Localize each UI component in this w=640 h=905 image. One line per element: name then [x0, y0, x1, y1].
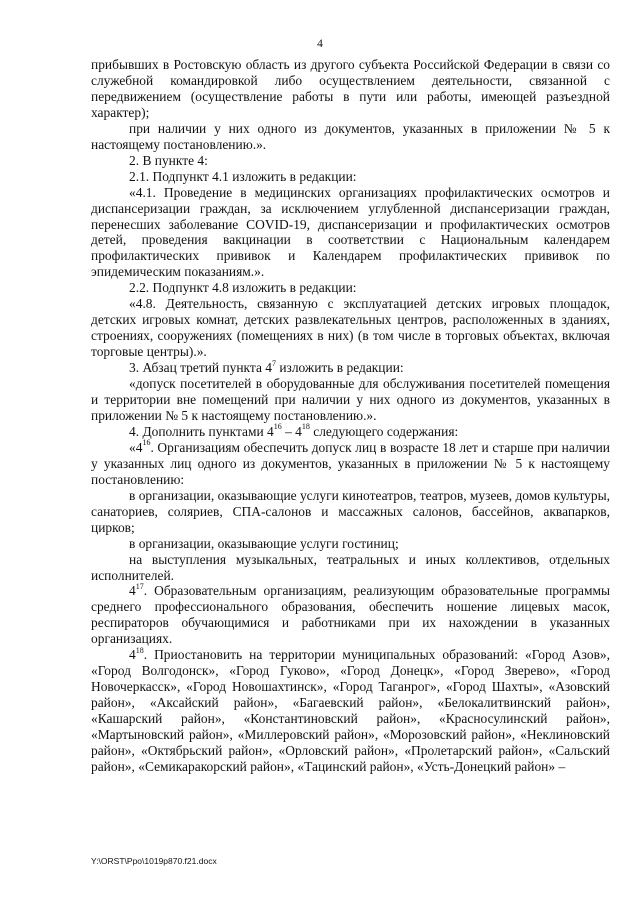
- paragraph: [91, 647, 610, 775]
- text-run: 4: [129, 583, 136, 599]
- text-run: «4: [129, 439, 143, 455]
- superscript: 7: [271, 358, 276, 368]
- text-run: 2. В пункте 4:: [129, 152, 208, 168]
- superscript: 18: [135, 645, 144, 655]
- text-run: 4. Дополнить пунктами 4: [129, 423, 274, 439]
- text-run: в организации, оказывающие услуги гостиниц;: [129, 535, 399, 551]
- paragraph: [91, 121, 610, 153]
- text-run: 2.2. Подпункт 4.8 изложить в редакции:: [129, 280, 357, 296]
- paragraph: [91, 57, 610, 121]
- paragraph: [91, 185, 610, 281]
- text-run: «4.1. Проведение в медицинских организациях профилактических осмотров и диспансеризации граждан, за исключением углубленной диспансеризации граждан, перенесших заболевание COVID-19, диспансеризации и профилактических осмотров детей, проведения вакцинации в соответствии с Национальным календарем профилактических прививок и Календарем профилактических прививок по эпидемическим показаниям.».: [91, 184, 610, 280]
- paragraph: [91, 360, 610, 376]
- paragraph: [91, 440, 610, 488]
- text-run: . Организациям обеспечить допуск лиц в возрасте 18 лет и старше при наличии у указанных лиц одного из документов, указанных в приложении № 5 к настоящему постановлению:: [91, 439, 610, 487]
- text-run: при наличии у них одного из документов, указанных в приложении № 5 к настоящему постановлению.».: [91, 120, 610, 152]
- paragraph: [91, 583, 610, 647]
- text-run: следующего содержания:: [309, 423, 459, 439]
- paragraph: [91, 169, 610, 185]
- superscript: 18: [301, 422, 310, 432]
- body-text: [91, 57, 610, 775]
- text-run: 4: [129, 647, 136, 663]
- text-run: – 4: [281, 423, 302, 439]
- text-run: «допуск посетителей в оборудованные для обслуживания посетителей помещения и территории вне помещений при наличии у них одного из документов, указанных в приложении № 5 к настоящему постановлению.».: [91, 376, 610, 423]
- superscript: 17: [135, 581, 144, 591]
- text-run: прибывших в Ростовскую область из другого субъекта Российской Федерации в связи со служебной командировкой либо осуществлением деятельности, связанной с передвижением (осуществление работы в пути или работы, имеющей разъездной характер);: [91, 57, 610, 120]
- text-run: . Приостановить на территории муниципальных образований: «Город Азов», «Город Волгодонск», «Город Гуково», «Город Донецк», «Город Зверево», «Город Новочеркасск», «Город Новошахтинск», «Город Таганрог», «Город Шахты», «Азовский район», «Аксайский район», «Багаевский район», «Белокалитвинский район», «Кашарский район», «Константиновский район», «Красносулинский район», «Мартыновский район», «Миллеровский район», «Морозовский район», «Неклиновский район», «Октябрьский район», «Орловский район», «Пролетарский район», «Сальский район», «Семикаракорский район», «Тацинский район», «Усть-Донецкий район» –: [91, 647, 610, 774]
- text-run: в организации, оказывающие услуги кинотеатров, театров, музеев, домов культуры, санаториев, соляриев, СПА-салонов и массажных салонов, бассейнов, аквапарков, цирков;: [91, 487, 610, 535]
- paragraph: [91, 488, 610, 536]
- paragraph: [91, 424, 610, 440]
- paragraph: [91, 280, 610, 296]
- text-run: на выступления музыкальных, театральных и иных коллективов, отдельных исполнителей.: [91, 551, 610, 583]
- text-run: . Образовательным организациям, реализующим образовательные программы среднего профессионального образования, обеспечить ношение лицевых масок, респираторов обучающимися и работниками при их нахождении в указанных организациях.: [91, 583, 610, 647]
- superscript: 16: [142, 438, 151, 448]
- text-run: изложить в редакции:: [275, 360, 404, 376]
- text-run: 3. Абзац третий пункта 4: [129, 360, 272, 376]
- file-path-footer: Y:\ORST\Ppo\1019p870.f21.docx: [91, 856, 217, 866]
- paragraph: [91, 536, 610, 552]
- page-number: 4: [317, 38, 323, 50]
- paragraph: [91, 376, 610, 424]
- paragraph: [91, 153, 610, 169]
- paragraph: [91, 552, 610, 584]
- paragraph: [91, 296, 610, 360]
- superscript: 16: [273, 422, 282, 432]
- text-run: 2.1. Подпункт 4.1 изложить в редакции:: [129, 168, 357, 184]
- text-run: «4.8. Деятельность, связанную с эксплуатацией детских игровых площадок, детских игровых комнат, детских развлекательных центров, расположенных в зданиях, строениях, сооружениях (помещениях в них) (в том числе в торговых объектах, включая торговые центры).».: [91, 296, 610, 360]
